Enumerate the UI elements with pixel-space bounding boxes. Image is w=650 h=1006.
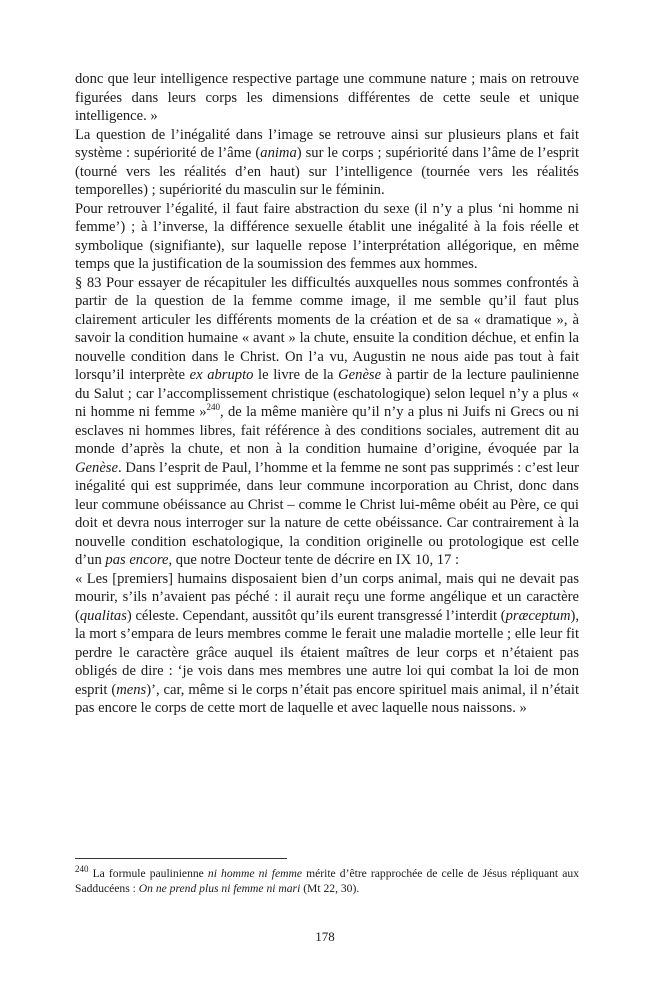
footnote-240 (75, 866, 579, 896)
footnote-separator (75, 858, 287, 859)
text-span: ) céleste. Cependant, aussitôt qu’ils eurent transgressé l’interdit ( (126, 607, 506, 624)
page-number: 178 (315, 929, 335, 944)
text-span: (Mt 22, 30). (300, 882, 360, 895)
text-span: « Les [premiers] humains disposaient bien d’un corps animal, mais qui ne devait pas mourir, s’ils n’avaient pas péché : il aurait reçu une forme angélique et un caractère ( (75, 570, 579, 624)
text-span: , de la même manière qu’il n’y a plus ni Juifs ni Grecs ou ni esclaves ni hommes libres, fait référence à des conditions sociales, autrement dit au monde d’après la chute, et non à la condition humaine d’origine, évoquée par la (75, 404, 580, 457)
text-span: . Dans l’esprit de Paul, l’homme et la femme ne sont pas supprimés : c’est leur inégalité qui est supprimée, dans leur commune incorporation au Christ, donc dans leur commune obéissance au Christ – comme le Christ lui-même obéit au Père, ce qui doit et devra nous interroger sur la nature de cette obéissance. Car contrairement à la nouvelle condition eschatologique, la condition originelle ou protologique est celle d’un (75, 459, 579, 568)
italic-span: ex abrupto (189, 367, 254, 383)
text-span: ) sur le corps ; supériorité dans l’âme de l’esprit (tourné vers les réalités d’en haut) sur l’intelligence (tournée vers les réalités temporelles) ; supériorité du masculin sur le féminin. (75, 145, 579, 198)
italic-span: Genèse (75, 459, 118, 476)
paragraph (75, 70, 579, 126)
text-span: La formule paulinienne (88, 867, 208, 880)
text-span: , que notre Docteur tente de décrire en IX 10, 17 : (168, 552, 460, 568)
text-span: Pour retrouver l’égalité, il faut faire abstraction du sexe (il n’y a plus ‘ni homme ni femme’) ; à l’inverse, la différence sexuelle établit une inégalité à la fois réelle et symbolique (signifiante), sur laquelle repose l’interprétation allégorique, en même temps que la justification de la soumission des femmes aux hommes. (75, 200, 579, 272)
text-span: La question de l’inégalité dans l’image se retrouve ainsi sur plusieurs plans et fait système : supériorité de l’âme ( (75, 126, 579, 161)
page-body (75, 70, 579, 718)
paragraph (75, 200, 579, 274)
footnote-ref: 240 (75, 864, 89, 875)
text-span: à partir de la lecture paulinienne du Salut ; car l’accomplissement christique (eschatologique) selon lequel n’y a plus « ni homme ni femme » (75, 367, 580, 420)
paragraph (75, 126, 579, 200)
italic-span: præceptum (505, 607, 571, 624)
text-span: ), la mort s’empara de leurs membres comme le ferait une maladie mortelle ; elle leur fit perdre le caractère grâce auquel ils étaient maîtres de leur corps et n’étaient pas obligés de dire : ‘je vois dans mes membres une autre loi qui combat la loi de mon esprit ( (75, 607, 579, 698)
text-span: donc que leur intelligence respective partage une commune nature ; mais on retrouve figurées dans leurs corps les dimensions différentes de cette seule et unique intelligence. » (75, 71, 579, 124)
quotation-paragraph (75, 570, 579, 718)
footnote-text (75, 866, 579, 896)
footnote-ref: 240 (206, 402, 221, 413)
italic-span: ni homme ni femme (207, 867, 302, 880)
text-span: § 83 Pour essayer de récapituler les difficultés auxquelles nous sommes confrontés à partir de la question de la femme comme image, il me semble qu’il faut plus clairement articuler les différents moments de la création et de sa « dramatique », à savoir la condition humaine « avant » la chute, ensuite la condition déchue, et enfin la nouvelle condition dans le Christ. On l’a vu, Augustin ne nous aide pas tout à fait lorsqu’il interprète (75, 274, 579, 383)
italic-span: qualitas (79, 607, 127, 624)
italic-span: anima (260, 145, 297, 161)
text-span: mérite d’être rapprochée de celle de Jésus répliquant aux Sadducéens : (75, 867, 579, 895)
italic-span: Genèse (338, 367, 382, 383)
text-span: le livre de la (253, 367, 339, 383)
italic-span: mens (116, 681, 147, 698)
paragraph (75, 274, 579, 570)
body-text (75, 70, 579, 718)
italic-span: pas encore (105, 552, 169, 568)
italic-span: On ne prend plus ni femme ni mari (138, 882, 301, 895)
text-span: )’, car, même si le corps n’était pas encore spirituel mais animal, il n’était pas encore le corps de cette mort de laquelle et avec laquelle nous naissons. » (75, 681, 579, 716)
